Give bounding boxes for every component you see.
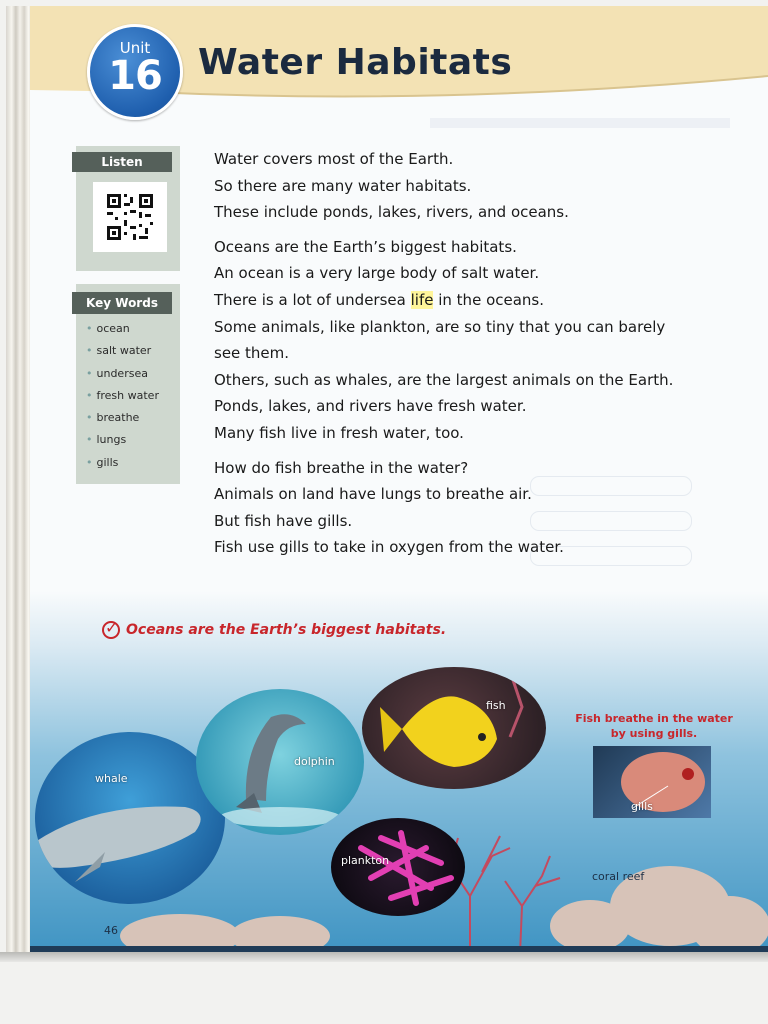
- passage-line: Animals on land have lungs to breathe air.: [214, 485, 532, 504]
- passage-text: There is a lot of undersea: [214, 290, 411, 309]
- passage-line: see them.: [214, 344, 290, 363]
- gills-caption-line: Fish breathe in the water: [575, 712, 733, 725]
- page-title: Water Habitats: [198, 42, 513, 83]
- passage-line: Oceans are the Earth’s biggest habitats.: [214, 237, 517, 256]
- listen-panel: [76, 146, 180, 271]
- key-word: • fresh water: [86, 389, 159, 411]
- key-word: • salt water: [86, 344, 159, 366]
- listen-title: Listen: [72, 152, 172, 172]
- key-words-list: [86, 322, 159, 478]
- key-word: • gills: [86, 456, 159, 478]
- dolphin-label: dolphin: [294, 755, 335, 768]
- gills-caption-line: by using gills.: [610, 727, 698, 740]
- fish-label: fish: [486, 699, 506, 712]
- paragraph-3: [214, 455, 734, 561]
- passage-line: An ocean is a very large body of salt water.: [214, 264, 540, 283]
- key-word: • lungs: [86, 433, 159, 455]
- passage-line: So there are many water habitats.: [214, 176, 472, 195]
- gills-caption: [570, 711, 738, 741]
- paragraph-1: [214, 146, 734, 226]
- page-number: 46: [104, 924, 118, 937]
- page-shadow: [0, 952, 768, 962]
- key-word: • ocean: [86, 322, 159, 344]
- key-words-title: Key Words: [72, 292, 172, 314]
- check-circle-icon: [102, 621, 120, 639]
- gills-photo: [593, 746, 711, 818]
- fish-photo: [362, 667, 546, 789]
- bleed-through: [430, 118, 730, 128]
- plankton-photo: [331, 818, 465, 916]
- dolphin-photo: [196, 689, 364, 835]
- passage-line: Water covers most of the Earth.: [214, 150, 454, 168]
- coral-reef-label: coral reef: [592, 870, 645, 883]
- passage-line: Fish use gills to take in oxygen from the water.: [214, 538, 564, 557]
- whale-label: whale: [95, 772, 128, 785]
- unit-number: 16: [108, 53, 162, 99]
- passage-line: These include ponds, lakes, rivers, and oceans.: [214, 203, 569, 222]
- passage-line: But fish have gills.: [214, 511, 353, 530]
- unit-label: Unit: [119, 39, 151, 57]
- passage-line: Others, such as whales, are the largest animals on the Earth.: [214, 370, 674, 389]
- passage-line: Some animals, like plankton, are so tiny that you can barely: [214, 317, 666, 336]
- main-idea: [102, 621, 446, 639]
- passage-text: in the oceans.: [433, 290, 544, 309]
- passage-line: How do fish breathe in the water?: [214, 458, 469, 477]
- passage-line: [214, 287, 734, 314]
- plankton-label: plankton: [341, 854, 390, 867]
- unit-badge: [87, 24, 183, 120]
- gills-label: gills: [631, 800, 653, 813]
- key-word: • breathe: [86, 411, 159, 433]
- key-words-panel: [76, 284, 180, 484]
- passage-line: Ponds, lakes, and rivers have fresh water.: [214, 397, 527, 416]
- passage-line: Many fish live in fresh water, too.: [214, 423, 464, 442]
- paragraph-2: [214, 234, 734, 447]
- textbook-page: [30, 6, 768, 954]
- key-word: • undersea: [86, 367, 159, 389]
- highlighted-word: life: [410, 290, 434, 309]
- qr-code-icon[interactable]: [93, 182, 167, 252]
- main-idea-text: Oceans are the Earth’s biggest habitats.: [126, 622, 447, 638]
- reading-passage: [214, 146, 734, 569]
